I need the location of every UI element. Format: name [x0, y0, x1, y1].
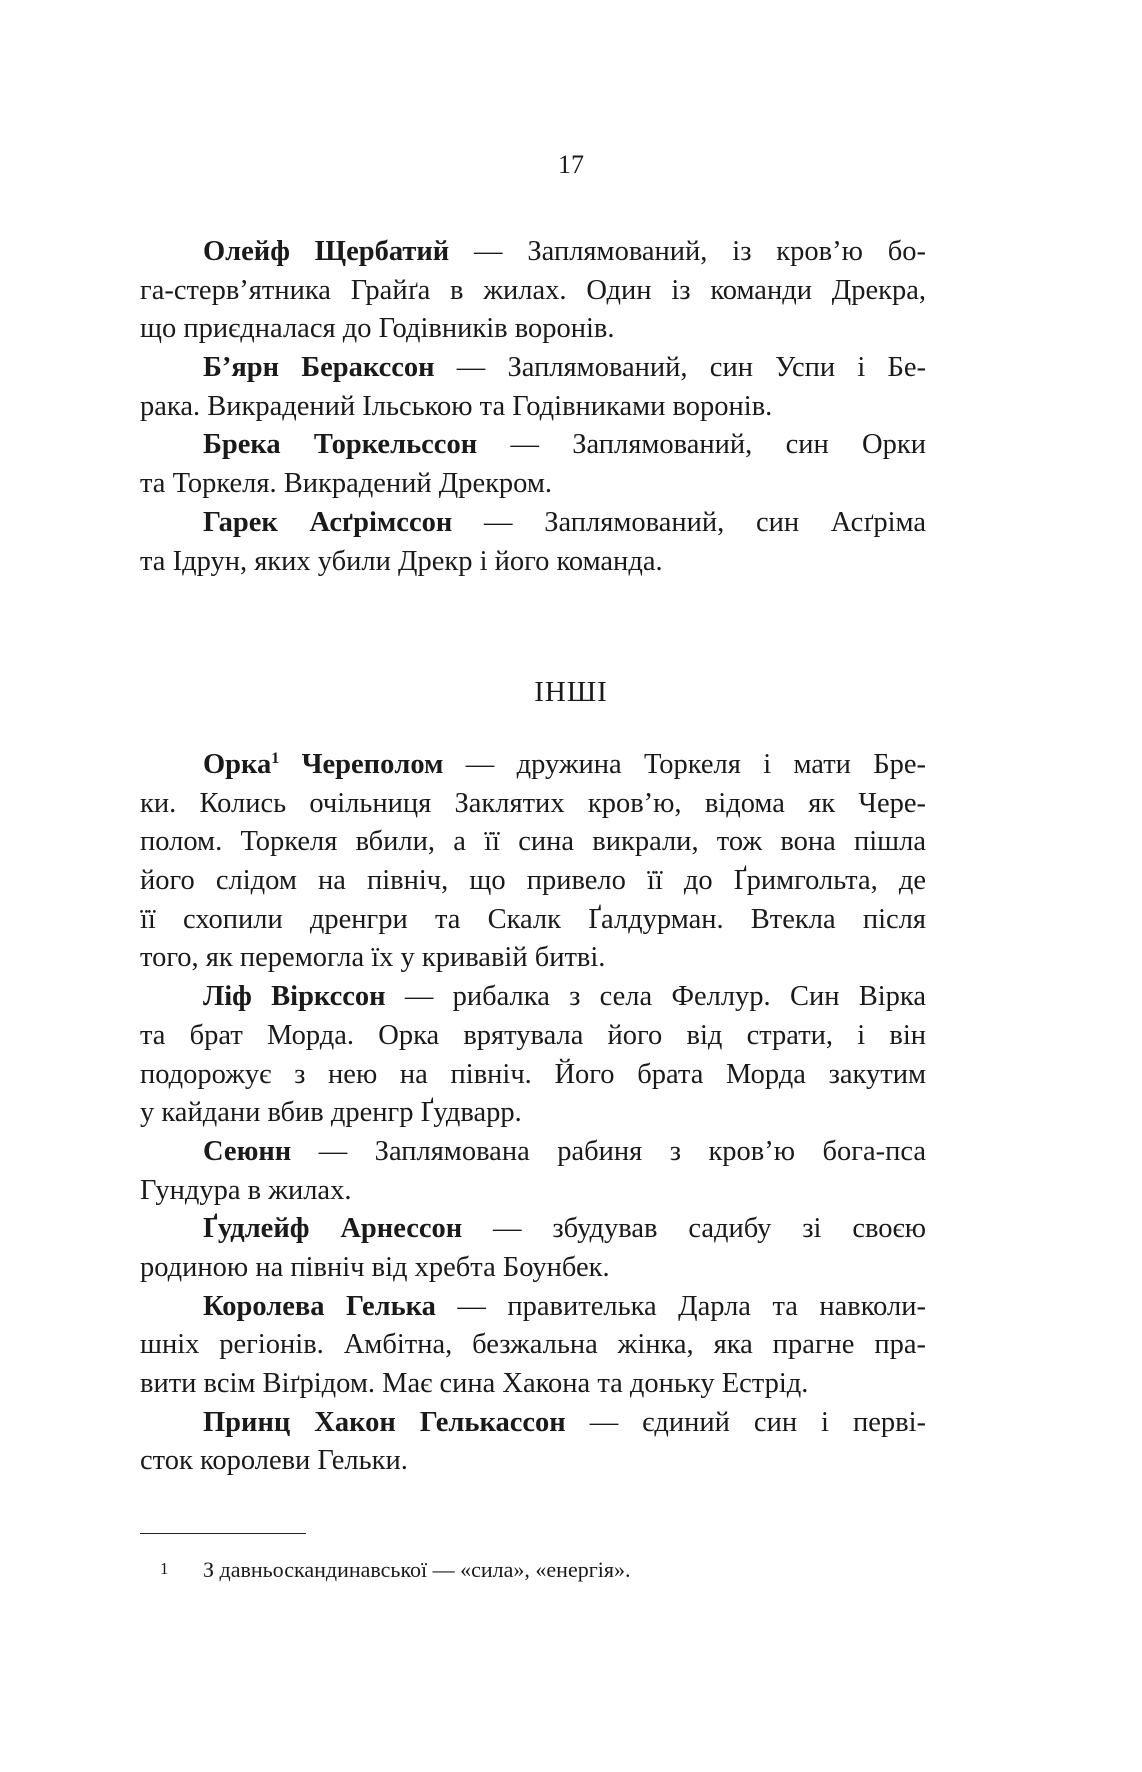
text-line [140, 746, 926, 785]
character-entry [140, 233, 926, 349]
description-text: вити всім Віґрідом. Має сина Хакона та доньку Естрід. [140, 1368, 809, 1399]
description-text: — дружина Торкеля і мати Бре- [443, 749, 926, 780]
description-text: га-стерв’ятника Грайґа в жилах. Один із команди Дрекра, [140, 274, 926, 306]
text-line [140, 426, 926, 465]
description-text: — єдиний син і перві- [565, 1406, 926, 1438]
character-name: Сеюнн [203, 1135, 292, 1167]
description-text: подорожує з нею на північ. Його брата Морда закутим [140, 1058, 926, 1090]
character-entry [140, 1288, 926, 1404]
character-entry [140, 978, 926, 1133]
character-name: Олейф Щербатий [203, 236, 450, 267]
text-line [140, 233, 926, 272]
text-line [140, 939, 926, 978]
text-line [140, 1365, 926, 1404]
section-heading: ІНШІ [534, 676, 608, 708]
description-text: у кайдани вбив дренгр Ґудварр. [140, 1097, 522, 1129]
description-text: та Торкеля. Викрадений Дрекром. [140, 468, 553, 500]
text-line [140, 1326, 926, 1365]
text-line [140, 1442, 926, 1481]
text-line [140, 1094, 926, 1133]
description-text: — Заплямований, син Асґріма [452, 506, 926, 538]
character-entry [140, 1133, 926, 1210]
text-line [140, 978, 926, 1017]
description-text: шніх регіонів. Амбітна, безжальна жінка, яка прагне пра- [140, 1329, 926, 1361]
character-entry [140, 746, 926, 978]
description-text: ки. Колись очільниця Заклятих кров’ю, відома як Чере- [140, 787, 926, 819]
description-text: її схопили дренгри та Скалк Ґалдурман. Втекла після [140, 903, 926, 935]
text-line [140, 1288, 926, 1327]
character-entry [140, 1404, 926, 1481]
text-line [140, 1172, 926, 1211]
description-text: полом. Торкеля вбили, а її сина викрали, тож вона пішла [140, 826, 926, 858]
description-text: того, як перемогла їх у кривавій битві. [140, 942, 606, 974]
character-name: Королева Гелька [203, 1290, 436, 1322]
text-line [140, 1017, 926, 1056]
character-entry [140, 426, 926, 503]
text-line [140, 388, 926, 427]
footnote-text: З давньоскандинавської — «сила», «енергія». [203, 1557, 631, 1582]
text-line [140, 310, 926, 349]
character-list-section-2 [140, 746, 926, 1481]
text-line [140, 1210, 926, 1249]
description-text: що приєдналася до Годівників воронів. [140, 313, 615, 345]
text-line [140, 272, 926, 311]
character-name: Принц Хакон Гелькассон [203, 1406, 566, 1438]
text-line [140, 785, 926, 824]
character-list-section-1 [140, 233, 926, 581]
text-line [140, 1249, 926, 1288]
footnote-marker: 1 [271, 750, 280, 767]
character-name: Гарек Асґрімссон [203, 506, 453, 538]
description-text: — Заплямований, син Успи і Бе- [434, 352, 926, 384]
text-line [140, 349, 926, 388]
character-entry [140, 1210, 926, 1287]
description-text: — збудував садибу зі своєю [462, 1213, 926, 1245]
footnote-divider [140, 1533, 306, 1534]
text-line [140, 465, 926, 504]
description-text: та Ідрун, яких убили Дрекр і його команда. [140, 545, 663, 577]
character-name: Б’ярн Беракссон [203, 352, 435, 384]
character-name: Брека Торкельссон [203, 429, 478, 461]
text-line [140, 862, 926, 901]
text-line [140, 823, 926, 862]
page-number: 17 [558, 150, 584, 179]
character-name: Орка [203, 749, 272, 780]
character-name: Ґудлейф Арнессон [203, 1213, 463, 1245]
character-name-continued: Черепoлом [279, 749, 444, 780]
description-text: — Заплямований, син Орки [477, 429, 926, 461]
text-line [140, 1133, 926, 1172]
description-text: — Заплямована рабиня з кров’ю бога-пса [291, 1135, 926, 1167]
description-text: рака. Викрадений Ільською та Годівниками воронів. [140, 390, 773, 422]
description-text: — Заплямований, із кров’ю бо- [449, 236, 926, 267]
description-text: родиною на північ від хребта Боунбек. [140, 1251, 610, 1283]
description-text: та брат Морда. Орка врятувала його від страти, і він [140, 1019, 926, 1051]
character-name: Ліф Віркссон [203, 981, 386, 1013]
character-entry [140, 504, 926, 581]
character-entry [140, 349, 926, 426]
text-line [140, 1404, 926, 1443]
description-text: — рибалка з села Феллур. Син Вірка [385, 981, 926, 1013]
footnote-number: 1 [160, 1559, 169, 1578]
text-line [140, 901, 926, 940]
text-line [140, 504, 926, 543]
description-text: Гундура в жилах. [140, 1174, 352, 1206]
description-text: сток королеви Гельки. [140, 1445, 408, 1477]
footnote [160, 1557, 630, 1583]
text-line [140, 543, 926, 582]
description-text: його слідом на північ, що привело її до Ґримгольта, де [140, 865, 926, 897]
text-line [140, 1056, 926, 1095]
description-text: — правителька Дарла та навколи- [435, 1290, 926, 1322]
